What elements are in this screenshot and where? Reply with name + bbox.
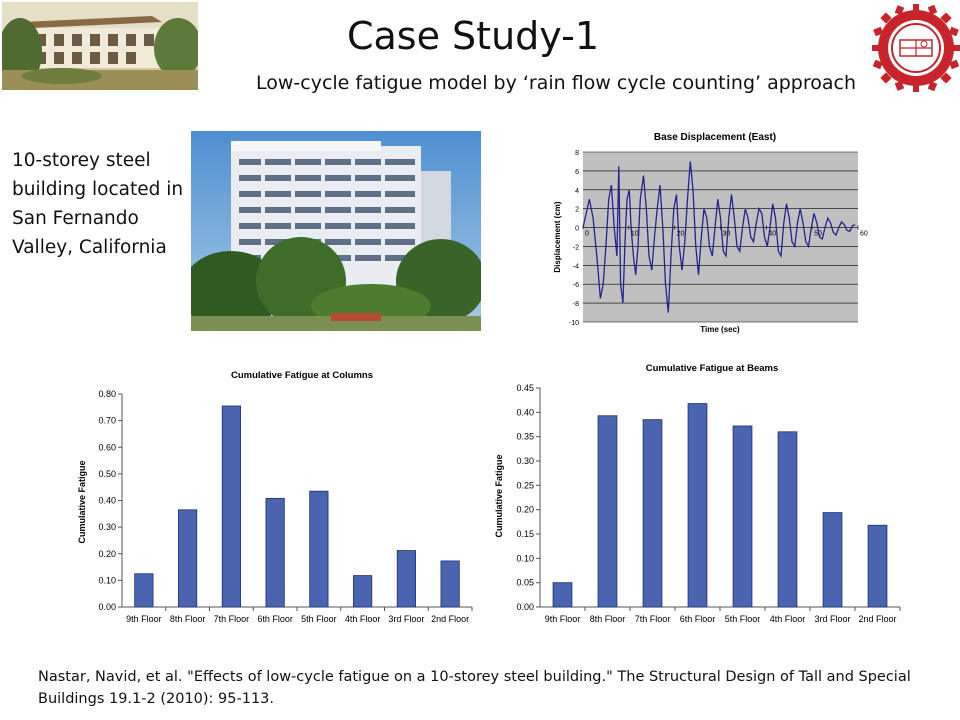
y-tick-label: 2 [575,206,579,214]
y-tick-label: 0.20 [516,504,534,515]
chart-title: Cumulative Fatigue at Beams [645,363,779,374]
chart-title: Cumulative Fatigue at Columns [231,370,373,381]
y-tick-label: 0.10 [98,575,116,586]
y-tick-label: -6 [572,282,579,290]
base-displacement-chart [548,128,878,338]
y-tick-label: 0.80 [98,389,116,399]
x-tick-label: 8th Floor [589,614,626,624]
y-tick-label: 0.10 [516,553,534,564]
x-tick-label: 7th Floor [213,614,250,624]
bar [733,426,752,607]
x-tick-label: 50 [814,230,822,238]
x-tick-label: 40 [768,230,777,238]
bar [353,576,371,607]
y-tick-label: 0.70 [98,415,116,426]
y-tick-label: 0 [575,225,579,233]
y-axis-label: Cumulative Fatigue [77,460,87,544]
x-tick-label: 6th Floor [679,614,716,624]
y-tick-label: 0.15 [516,529,534,539]
x-tick-label: 4th Floor [769,614,806,624]
citation-text: Nastar, Navid, et al. "Effects of low-cycle fatigue on a 10-storey steel building." The Structural Design of Tall and Special Buildings 19.1-2 (2010): 95-113. [38,669,911,707]
bar [397,551,415,607]
y-tick-label: -8 [572,301,579,309]
y-tick-label: 0.20 [98,548,116,559]
y-tick-label: 6 [575,168,579,176]
y-tick-label: 8 [575,150,579,157]
y-tick-label: 0.45 [516,383,534,393]
x-tick-label: 60 [860,230,868,238]
x-tick-label: 5th Floor [301,614,337,624]
bar [441,561,459,607]
y-tick-label: 0.30 [516,456,534,466]
x-tick-label: 8th Floor [169,614,206,624]
bar [553,583,572,607]
x-tick-label: 2nd Floor [858,614,897,624]
building-photo [191,131,481,331]
x-tick-label: 2nd Floor [431,614,470,624]
x-tick-label: 6th Floor [257,614,293,624]
y-tick-label: 0.40 [516,407,534,418]
bar [266,498,284,607]
y-tick-label: 0.25 [516,480,534,491]
y-axis-label: Cumulative Fatigue [494,454,504,538]
x-tick-label: 30 [722,230,731,238]
y-tick-label: 0.60 [98,442,116,453]
bar [222,406,240,607]
x-tick-label: 10 [630,230,639,238]
y-tick-label: -10 [568,320,579,327]
x-tick-label: 7th Floor [634,614,671,624]
y-tick-label: 0.50 [98,468,116,479]
y-tick-label: -4 [572,263,579,271]
y-tick-label: 0.30 [98,522,116,533]
y-tick-label: 4 [575,187,579,195]
building-description: 10-storey steel building located in San Fernando Valley, California [12,150,184,258]
y-tick-label: 0.00 [98,602,116,612]
bar [310,491,328,607]
y-axis-label: Displacement (cm) [553,201,562,273]
bar [778,432,797,607]
x-axis-label: Time (sec) [700,325,740,334]
bar [135,574,153,607]
bar [823,513,842,607]
bar [868,525,887,607]
x-tick-label: 9th Floor [544,614,581,624]
x-tick-label: 3rd Floor [388,614,425,624]
y-tick-label: 0.35 [516,431,534,442]
x-tick-label: 3rd Floor [814,614,851,624]
slide-title: Case Study-1 [346,14,599,58]
x-tick-label: 20 [676,230,685,238]
x-tick-label: 5th Floor [724,614,761,624]
bar [643,420,662,607]
slide-subtitle: Low-cycle fatigue model by ‘rain flow cycle counting’ approach [256,72,857,94]
bar [178,510,196,607]
columns-fatigue-chart [72,362,474,634]
y-tick-label: 0.40 [98,495,116,506]
y-tick-label: -2 [572,244,579,252]
bar [598,416,617,607]
y-tick-label: 0.00 [516,602,534,612]
bar [688,404,707,607]
x-tick-label: 4th Floor [344,614,381,624]
x-tick-label: 0 [585,230,589,238]
y-tick-label: 0.05 [516,577,534,588]
beams-fatigue-chart [490,356,910,636]
chart-title: Base Displacement (East) [653,132,777,143]
x-tick-label: 9th Floor [126,614,162,624]
